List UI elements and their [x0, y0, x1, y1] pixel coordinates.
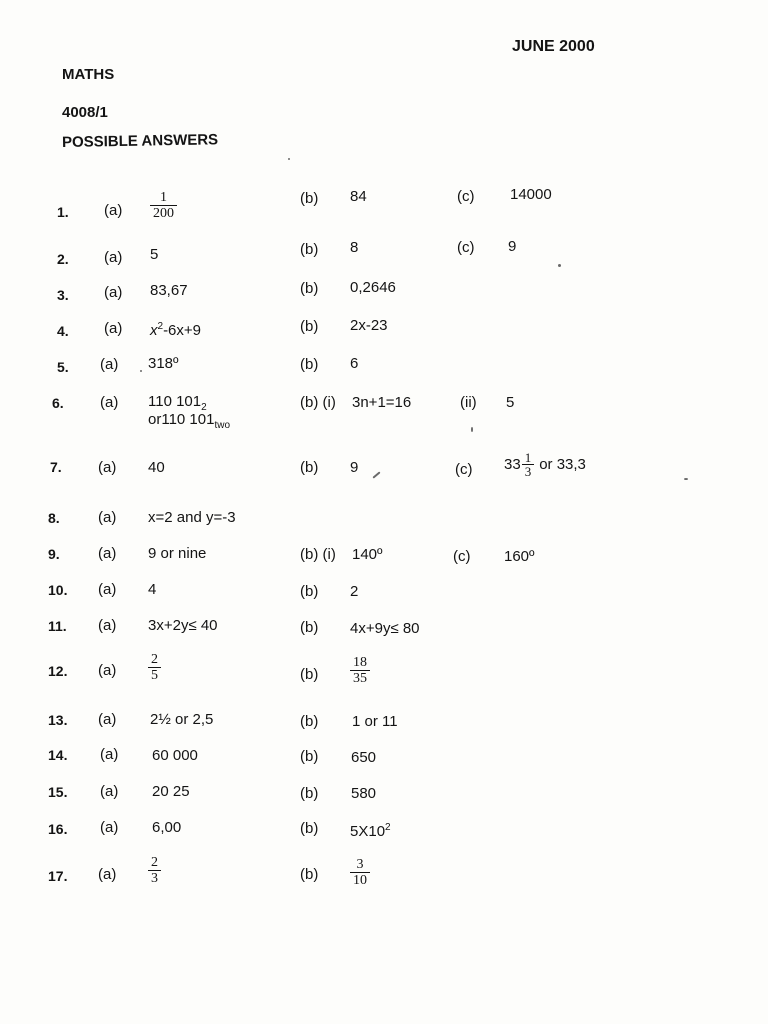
question-number: 7. — [50, 459, 62, 475]
answer-value: 160º — [504, 548, 535, 565]
scan-speck — [558, 264, 561, 267]
question-number: 8. — [48, 510, 60, 526]
answer-value: 140º — [352, 546, 383, 563]
answer-value: 8 — [350, 239, 359, 256]
answer-value: 9 — [508, 238, 517, 255]
answer-value: 6,00 — [152, 819, 182, 836]
answer-value: 5 — [506, 394, 515, 411]
part-label: (b) — [300, 820, 319, 837]
answer-value: 2x-23 — [350, 317, 388, 334]
answer-value: 2½ or 2,5 — [150, 711, 214, 728]
answer-value: 3n+1=16 — [352, 394, 412, 411]
answer-value: 1 or 11 — [352, 713, 398, 730]
question-number: 6. — [52, 395, 64, 411]
scan-speck — [288, 158, 290, 160]
part-label: (b) — [300, 785, 319, 802]
part-label: (c) — [455, 461, 473, 478]
question-number: 15. — [48, 784, 68, 800]
answer-fraction: $\frac{3}{10}$ — [350, 857, 370, 888]
part-label: (b) — [300, 318, 319, 335]
answer-value: x=2 and y=-3 — [148, 509, 236, 526]
answer-expression: $5X10^2$ — [350, 822, 391, 840]
answer-fraction: $\frac{2}{3}$ — [148, 855, 161, 886]
part-label: (b) — [300, 666, 319, 683]
answer-mixed-number: 33 $\frac{1}{3}$ or 33,3 — [504, 450, 586, 479]
answer-value: 318º — [148, 355, 179, 372]
part-label: (b) — [300, 583, 319, 600]
answer-value: 9 — [350, 459, 359, 476]
part-label: (a) — [98, 866, 117, 883]
denominator: 200 — [150, 205, 177, 221]
part-label: (a) — [100, 356, 119, 373]
answer-binary: 110 $101_2$ — [148, 393, 207, 413]
answer-value: 580 — [351, 785, 377, 802]
part-label: (b) (i) — [300, 394, 336, 411]
part-label: (a) — [98, 617, 117, 634]
answer-fraction: $\frac{2}{5}$ — [148, 652, 161, 683]
question-number: 5. — [57, 359, 69, 375]
part-label: (a) — [98, 581, 117, 598]
answer-expression: $x^2-6x+9$ — [150, 321, 202, 339]
part-label: (a) — [100, 746, 119, 763]
question-number: 11. — [48, 618, 67, 634]
answer-value: 84 — [350, 188, 367, 205]
part-label: (b) — [300, 713, 319, 730]
part-label: (a) — [104, 202, 123, 219]
part-label: (a) — [100, 783, 119, 800]
part-label: (b) (i) — [300, 546, 336, 563]
question-number: 16. — [48, 821, 68, 837]
answer-value: 650 — [351, 749, 377, 766]
numerator: 1 — [160, 190, 167, 205]
answer-value: 5 — [150, 246, 159, 263]
answer-value: 6 — [350, 355, 359, 372]
scan-speck — [471, 427, 473, 432]
part-label: (c) — [457, 239, 475, 256]
part-label: (ii) — [460, 394, 477, 411]
answer-value: 0,2646 — [350, 279, 396, 296]
answer-value: 83,67 — [150, 282, 188, 299]
question-number: 14. — [48, 747, 68, 763]
answer-inequality: 3x+2y≤ 40 — [148, 617, 218, 634]
part-label: (a) — [98, 545, 117, 562]
answer-value: 60 000 — [152, 747, 198, 764]
paper-code: 4008/1 — [62, 104, 108, 121]
part-label: (a) — [104, 320, 123, 337]
part-label: (b) — [300, 619, 319, 636]
part-label: (b) — [300, 280, 319, 297]
question-number: 13. — [48, 712, 68, 728]
scan-speck — [140, 370, 142, 372]
part-label: (b) — [300, 241, 319, 258]
part-label: (b) — [300, 190, 319, 207]
part-label: (a) — [100, 394, 119, 411]
part-label: (a) — [98, 662, 117, 679]
part-label: (b) — [300, 748, 319, 765]
scan-speck — [684, 478, 688, 480]
question-number: 1. — [57, 204, 69, 220]
part-label: (a) — [98, 509, 117, 526]
part-label: (a) — [98, 711, 117, 728]
part-label: (c) — [457, 188, 475, 205]
answer-value: 14000 — [510, 186, 552, 203]
question-number: 12. — [48, 663, 68, 679]
part-label: (a) — [104, 249, 123, 266]
page-title: POSSIBLE ANSWERS — [61, 131, 219, 151]
scan-speck — [372, 471, 380, 478]
question-number: 3. — [57, 287, 69, 303]
part-label: (a) — [98, 459, 117, 476]
answer-inequality: 4x+9y≤ 80 — [350, 620, 420, 637]
answer-value: 9 or nine — [148, 545, 207, 562]
answer-fraction — [150, 190, 177, 221]
answer-fraction: $\frac{18}{35}$ — [350, 655, 370, 686]
answer-value: 4 — [148, 581, 157, 598]
part-label: (b) — [300, 866, 319, 883]
subject-title: MATHS — [62, 66, 115, 83]
answer-value: 20 25 — [152, 783, 190, 800]
part-label: (b) — [300, 459, 319, 476]
question-number: 9. — [48, 546, 60, 562]
part-label: (a) — [104, 284, 123, 301]
question-number: 2. — [57, 251, 69, 267]
question-number: 17. — [48, 868, 68, 884]
part-label: (a) — [100, 819, 119, 836]
part-label: (b) — [300, 356, 319, 373]
question-number: 4. — [57, 323, 69, 339]
answer-value: 40 — [148, 459, 165, 476]
question-number: 10. — [48, 582, 68, 598]
part-label: (c) — [453, 548, 471, 565]
answer-binary-alt: or110 $101_{two}$ — [148, 411, 231, 431]
exam-date: JUNE 2000 — [512, 38, 595, 55]
answer-value: 2 — [350, 583, 359, 600]
